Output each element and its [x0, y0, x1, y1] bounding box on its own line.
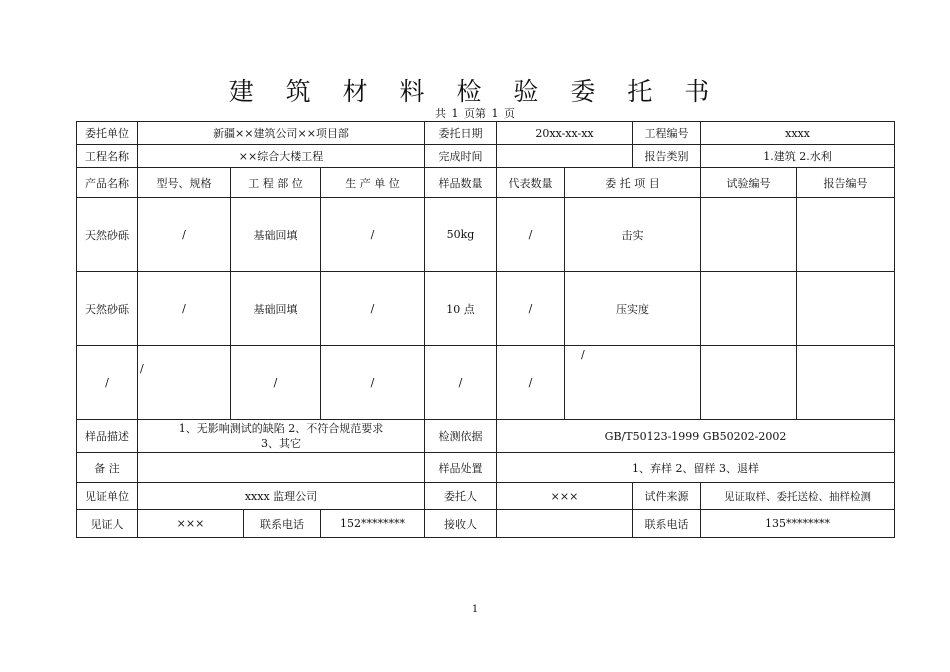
row-report-no: [797, 346, 895, 420]
project-name-value: ××综合大楼工程: [138, 145, 425, 168]
sample-desc-line1: 1、无影响测试的缺陷 2、不符合规范要求: [178, 422, 384, 435]
header-item: 委 托 项 目: [565, 168, 701, 198]
table-row: [77, 346, 895, 420]
witness-value: ×××: [138, 510, 244, 538]
form-row-witness-unit: [77, 483, 895, 510]
row-rep-qty: /: [497, 346, 565, 420]
commission-form-table: [76, 121, 895, 538]
remarks-label: 备 注: [77, 453, 138, 483]
row-model: /: [138, 272, 231, 346]
row-sample-qty: 50kg: [425, 198, 497, 272]
row-rep-qty: /: [497, 272, 565, 346]
header-manufacturer: 生 产 单 位: [321, 168, 425, 198]
phone-value: 152********: [321, 510, 425, 538]
consignor-label: 委托人: [425, 483, 497, 510]
finish-time-value: [497, 145, 633, 168]
header-location: 工 程 部 位: [231, 168, 321, 198]
form-row-project: [77, 145, 895, 168]
row-location: /: [231, 346, 321, 420]
row-sample-qty: /: [425, 346, 497, 420]
remarks-value: [138, 453, 425, 483]
table-row: [77, 198, 895, 272]
row-model-cell: [138, 346, 231, 420]
client-label: 委托单位: [77, 122, 138, 145]
consignor-value: ×××: [497, 483, 633, 510]
report-type-label: 报告类别: [633, 145, 701, 168]
row-manufacturer: /: [321, 272, 425, 346]
disposal-label: 样品处置: [425, 453, 497, 483]
sample-desc-label: 样品描述: [77, 420, 138, 453]
report-type-value: 1.建筑 2.水利: [701, 145, 895, 168]
sample-desc-line2: 3、其它: [261, 437, 301, 450]
row-sample-qty: 10 点: [425, 272, 497, 346]
row-rep-qty: /: [497, 198, 565, 272]
receiver-label: 接收人: [425, 510, 497, 538]
row-product: 天然砂砾: [77, 272, 138, 346]
header-rep-qty: 代表数量: [497, 168, 565, 198]
header-test-no: 试验编号: [701, 168, 797, 198]
page-number: 1: [471, 604, 479, 615]
phone2-label: 联系电话: [633, 510, 701, 538]
row-item: 击实: [565, 198, 701, 272]
row-test-no: [701, 272, 797, 346]
header-product: 产品名称: [77, 168, 138, 198]
row-model: /: [140, 362, 144, 375]
row-location: 基础回填: [231, 272, 321, 346]
row-product: 天然砂砾: [77, 198, 138, 272]
receiver-value: [497, 510, 633, 538]
table-row: [77, 272, 895, 346]
row-test-no: [701, 198, 797, 272]
source-value: 见证取样、委托送检、抽样检测: [701, 483, 895, 510]
project-name-label: 工程名称: [77, 145, 138, 168]
witness-unit-value: xxxx 监理公司: [138, 483, 425, 510]
date-value: 20xx-xx-xx: [497, 122, 633, 145]
row-item: /: [581, 348, 585, 361]
row-report-no: [797, 198, 895, 272]
witness-unit-label: 见证单位: [77, 483, 138, 510]
row-manufacturer: /: [321, 198, 425, 272]
row-item-cell: [565, 346, 701, 420]
form-row-witness: [77, 510, 895, 538]
disposal-value: 1、弃样 2、留样 3、退样: [497, 453, 895, 483]
project-no-label: 工程编号: [633, 122, 701, 145]
row-manufacturer: /: [321, 346, 425, 420]
row-report-no: [797, 272, 895, 346]
header-report-no: 报告编号: [797, 168, 895, 198]
row-item: 压实度: [565, 272, 701, 346]
client-value: 新疆××建筑公司××项目部: [138, 122, 425, 145]
form-row-client: [77, 122, 895, 145]
document-title: 建 筑 材 料 检 验 委 托 书: [228, 77, 722, 106]
date-label: 委托日期: [425, 122, 497, 145]
header-sample-qty: 样品数量: [425, 168, 497, 198]
row-model: /: [138, 198, 231, 272]
form-row-sample-desc: [77, 420, 895, 453]
phone2-value: 135********: [701, 510, 895, 538]
basis-value: GB/T50123-1999 GB50202-2002: [497, 420, 895, 453]
project-no-value: xxxx: [701, 122, 895, 145]
row-test-no: [701, 346, 797, 420]
sample-desc-value: [138, 420, 425, 453]
finish-time-label: 完成时间: [425, 145, 497, 168]
row-location: 基础回填: [231, 198, 321, 272]
table-header-row: [77, 168, 895, 198]
witness-label: 见证人: [77, 510, 138, 538]
phone-label: 联系电话: [244, 510, 321, 538]
header-model: 型号、规格: [138, 168, 231, 198]
source-label: 试件来源: [633, 483, 701, 510]
basis-label: 检测依据: [425, 420, 497, 453]
row-product: /: [77, 346, 138, 420]
page-info: 共 1 页第 1 页: [435, 107, 515, 120]
form-row-remarks: [77, 453, 895, 483]
